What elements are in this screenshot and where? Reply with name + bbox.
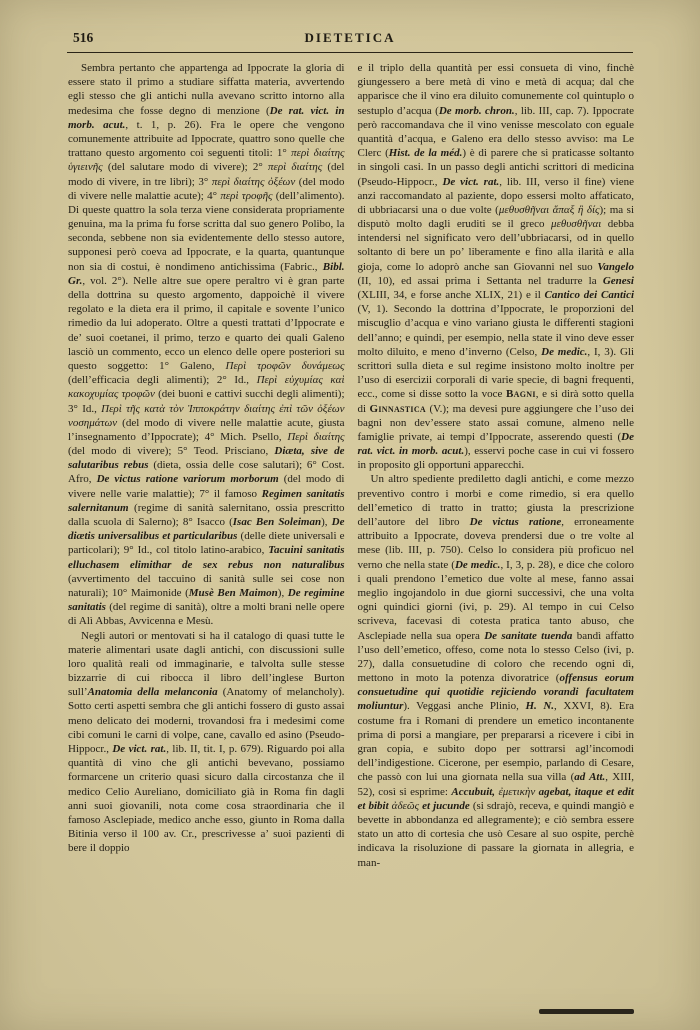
text-segment: ); ma si disputò molto dagli eruditi se il greco <box>357 203 635 231</box>
text-segment: ), <box>277 586 288 599</box>
text-segment: Sembra pertanto che appartenga ad Ippocrate la gloria di essere stato il primo a studiare siffatta materia, avvertendo egli stesso che gli antichi nulla avevano scritto intorno alla medesima che fosse degno di menzione ( <box>68 62 345 117</box>
text-segment: Hist. de la méd. <box>388 147 463 160</box>
page-title: DIETETICA <box>304 30 396 45</box>
text-segment: Isac Ben Soleiman <box>232 516 322 528</box>
text-segment: Regimen sanitatis salernitanum <box>68 487 345 514</box>
text-segment: bandì affatto l’uso dell’emetico, offeso, come nota lo stesso Celso (ivi, p. 27), dalla consuetudine di coloro che recendo ogni dì, mettono in moto la potenza divoratrice ( <box>357 629 634 685</box>
text-segment: e il triplo della quantità per essi consueta di vino, finchè giungessero a bere metà di vino e metà di acqua; dal che apparisce che il vino era diluito comunemente col quintuplo o sestuplo d’acqua ( <box>357 62 634 117</box>
text-segment: Musè Ben Maimon <box>188 586 278 599</box>
text-segment: , I, 3, p. 28), e dice che coloro i quali prendono l’emetico due volte al mese, fanno assai meglio ingojandolo in due giorni successivi, che una volta ogni quindici giorni (ivi, p. 29). Al tempo in cui Celso scriveva, facevasi di cotesta pratica tanto abuso, che Asclepiade nella sua opera <box>357 558 635 642</box>
text-segment: , XIII, 52), così si esprime: <box>357 771 634 798</box>
text-segment: agebat, itaque et edit et bibit <box>357 785 634 812</box>
text-segment: (del salutare modo di vivere); 2° <box>102 161 268 174</box>
text-segment: ἐμετικὴν <box>498 785 536 798</box>
text-segment: ), esservi poche case in cui vi fossero in proposito gli opportuni apparecchi. <box>357 445 634 472</box>
text-segment: ) è di parere che si praticasse soltanto in singoli casi. In un passo degli antichi scrittori di medicina (Pseudo-Hippocr., <box>357 147 634 188</box>
text-segment: De victus ratione variorum morborum <box>96 473 279 486</box>
text-segment: (regime di sanità salernitano, ossia prescritto dalla scuola di Salerno); 8° Isacco ( <box>68 501 345 528</box>
text-segment: περὶ διαίτης <box>267 161 323 174</box>
text-segment: De medic. <box>454 558 501 571</box>
text-segment: Περὶ εὐχυμίας καὶ κακοχυμίας τροφῶν <box>68 374 345 401</box>
scan-artifact-bar <box>539 1009 634 1014</box>
text-segment: De diætis universalibus et particularibus <box>68 516 345 543</box>
text-segment: ad Att. <box>574 771 606 784</box>
text-segment: , lib. III, verso il fine) viene anzi raccomandato al paziente, dopo essersi molto affaticato, di ubbriacarsi una o due volte ( <box>357 175 634 216</box>
text-segment: Vangelo <box>597 260 634 273</box>
text-segment: De rat. vict. in morb. acut. <box>357 430 634 458</box>
text-segment: (V.); ma devesi pure aggiungere che l’uso dei bagni non dev’essere stato assai comune, almeno nelle famiglie private, ai tempi d’Ippocrate, asserendo questi ( <box>357 402 634 443</box>
text-segment: (delle diete universali e particolari); 9° Id., col titolo latino-arabico, <box>68 530 345 557</box>
text-segment: et jucunde <box>419 799 470 812</box>
text-segment: Un altro spediente prediletto dagli antichi, e come mezzo preventivo contro i morbi e come rimedio, si era quello dell’emetico di tratto in tratto; giusta la prescrizione dell’autore del libro <box>357 473 634 528</box>
right-column <box>358 61 635 870</box>
text-segment: debba intendersi nel significato vero dell’ubbriacarsi, od in quello soltanto di bere un po’ liberamente e fino alla ilarità e alla gioja, come lo adoprò anche san Giovanni nel suo <box>357 218 635 273</box>
text-segment: Genesi <box>602 274 634 287</box>
text-segment: περὶ διαίτης ὑγιεινῆς <box>68 147 345 174</box>
text-segment: (del modo di vivere nelle malattie acute, giusta l’insegnamento d’Ippocrate); 4° Mich. Psello, <box>68 416 345 443</box>
text-segment: , t. 1, p. 26). Fra le opere che vengono comunemente attribuite ad Ippocrate, quattro sono quelle che trattano questo argomento coi seguenti titoli: 1° <box>68 118 345 160</box>
text-segment: , lib. II, tit. I, p. 679). Riguardo poi alla quantità di vino che gli antichi bevevano, possiamo formarcene un criterio quasi sicuro dalla circostanza che il medico Celio Aureliano, domiciliato già in Roma fin dagli anni suoi giovanili, nota come cosa straordinaria che il famoso Asclepiade, medico anche esso, giunto in Roma dalla Bitinia verso il 100 av. Cr., prescrivesse a’ suoi pazienti di bere il doppio <box>68 743 345 855</box>
text-segment: (del modo di vivere nelle varie malattie); 7° il famoso <box>68 473 345 500</box>
text-segment: (avvertimento del taccuino di sanità sulle sei cose non naturali); 10° Maimonide ( <box>68 572 345 599</box>
left-paragraph-2 <box>68 629 345 856</box>
right-paragraph-2 <box>358 472 635 869</box>
left-paragraph-1 <box>68 61 345 629</box>
text-segment: Tacuini sanitatis elluchasem elimithar de sex rebus non naturalibus <box>68 544 345 571</box>
text-segment: Negli autori or mentovati si ha il catalogo di quasi tutte le materie alimentari usate dagli antichi, con discussioni sulle loro qualità reali od immaginarie, e talvolta sulle stesse bizzarrie di cui ribocca il libro dell’inglese Burton sull’ <box>68 629 345 699</box>
text-segment: , XXVI, 8). Era costume fra i Romani di prendere un emetico incontanente prima di porsi a mangiare, per prepararsi a ricevere i cibi in gran copia, e subito dopo per sottrarsi agl’incomodi dell’indigestione. Cicerone, per esempio, parlando di Cesare, che passò con lui una giornata nella sua villa ( <box>357 700 634 784</box>
text-segment: De rat. vict. in morb. acut. <box>68 104 345 131</box>
text-segment: μεθυσθῆναι <box>551 218 602 231</box>
text-segment: (del modo di vivere); 5° Teod. Prisciano, <box>68 445 275 458</box>
text-segment: De victus ratione <box>469 516 562 528</box>
text-segment: περὶ τροφῆς <box>220 189 273 202</box>
text-segment: (del modo di vivere nelle malattie acute); 4° <box>68 175 345 202</box>
text-segment: (si sdrajò, receva, e quindi mangiò e bevette in abbondanza ed allegramente); e ciò sembra essere stato un atto di cortesia che usò Cesare al suo ospite, perchè indicava la risoluzione di passare la giornata in allegria, e man- <box>357 799 634 869</box>
text-segment: Ginnastica <box>369 402 426 415</box>
text-segment: Περὶ διαίτης <box>287 430 345 443</box>
text-segment: μεθυσθῆναι ἅπαξ ἢ δίς <box>498 203 600 216</box>
text-segment: H. N. <box>525 700 555 713</box>
text-segment: (Anatomy of melancholy). Sotto certi aspetti sembra che gli antichi fossero di gusto assai meno delicato dei moderni, trovandosi fra i medesimi come cibi comuni le carni di volpe, cane, cavallo ed asino (Pseudo-Hippocr., <box>68 686 345 755</box>
text-columns <box>68 61 634 870</box>
text-segment: De sanitate tuenda <box>484 629 573 642</box>
text-segment: , e si dirà sotto quella di <box>357 388 634 415</box>
text-segment: Bibl. Gr. <box>68 260 345 287</box>
text-segment: De morb. chron. <box>438 104 515 117</box>
text-segment: (del modo di vivere, in tre libri); 3° <box>68 161 345 188</box>
text-segment: , lib. III, cap. 7). Ippocrate però raccomandava che il vino venisse mescolato con eguale quantità d’acqua, e Galeno era dello stesso avviso: ma Le Clerc ( <box>357 104 634 160</box>
text-segment: , erroneamente attribuito a Ippocrate, doveva prendersi due o tre volte al mese (lib. III, p. 750). Celso lo considera più proficuo nel verno che nella state ( <box>357 516 634 571</box>
header-rule <box>67 52 633 53</box>
text-segment: (dell’efficacia degli alimenti); 2° Id., <box>68 374 257 387</box>
page-header <box>67 30 633 48</box>
text-segment: , vol. 2°). Nelle altre sue opere peraltro vi è gran parte della dottrina su questo argomento, dappoichè il vivere regolato e la dieta era il primo, il capitale e sovente l’unico rimedio da lui adoperato. Oltre a questi trattati d’Ippocrate e de’ suoi coetanei, il primo, terzo e quarto dei quali Galeno lasciò un commento, ecco un elenco delle opere posteriori su questo soggetto: 1° Galeno, <box>68 274 345 372</box>
right-paragraph-1 <box>358 61 635 472</box>
text-segment: offensus eorum consuetudine qui quotidie rejiciendo vorandi facultatem moliuntur <box>357 672 634 713</box>
text-segment: De medic. <box>541 345 588 358</box>
text-segment: Anatomia della melanconia <box>87 686 218 699</box>
text-segment: ), <box>321 516 332 528</box>
text-segment: (V, 1). Secondo la dottrina d’Ippocrate, le proporzioni del miscuglio d’acqua e vino variano giusta le differenti stagioni dell’anno; e quindi, per esempio, nella state il vino deve esser molto diluito, e meno d’inverno (Celso, <box>357 303 634 358</box>
text-segment: De vict. rat. <box>112 743 167 755</box>
text-segment: (dell’alimento). Di queste quattro la sola terza viene considerata propriamente genuina, ma la prima fu forse scritta dal suo genero Polibo, la seconda, sebbene non sia evidentemente dello stesso autore, supponesi però coeva ad Ippocrate, e la quarta, quantunque non sia di costui, è nondimeno antichissima (Fabric., <box>68 189 345 273</box>
text-segment: ). Veggasi anche Plinio, <box>403 700 526 713</box>
text-segment: (dei buoni e cattivi succhi degli alimenti); 3° Id., <box>68 388 345 415</box>
text-segment: Περὶ τροφῶν δυνάμεως <box>225 359 345 372</box>
page-number: 516 <box>73 30 94 45</box>
text-segment: (XLIII, 34, e forse anche XLIX, 21) e il <box>357 289 545 301</box>
text-segment: ἀδεῶς <box>391 799 420 812</box>
text-segment: , I, 3). Gli scrittori sulla dieta e sul regime insistono molto inoltre per l’uso di esercizii corporali di varie specie, di bagni frequenti, ecc., come si disse sotto la voce <box>357 345 634 401</box>
text-segment: Diæta, sive de salutaribus rebus <box>68 445 345 472</box>
text-segment: De regimine sanitatis <box>68 586 345 614</box>
text-segment: De vict. rat. <box>442 175 500 188</box>
text-segment: Bagni <box>506 388 536 401</box>
text-segment: (dieta, ossia delle cose salutari); 6° Cost. Afro, <box>68 459 345 486</box>
text-segment: Accubuit, <box>451 785 499 798</box>
text-segment: (del regime di sanità), oltre a molti brani nelle opere di Alì Abbas, Avvicenna e Mesù. <box>68 601 345 628</box>
text-segment: (II, 10), ed assai prima i Settanta nel tradurre la <box>357 274 603 287</box>
text-segment: Περὶ τῆς κατὰ τὸν Ἱπποκράτην διαίτης ἐπὶ τῶν ὀξέων νοσημάτων <box>68 402 345 429</box>
left-column <box>68 61 345 870</box>
text-segment: Cantico dei Cantici <box>544 289 635 301</box>
text-segment: περὶ διαίτης ὀξέων <box>211 175 296 188</box>
